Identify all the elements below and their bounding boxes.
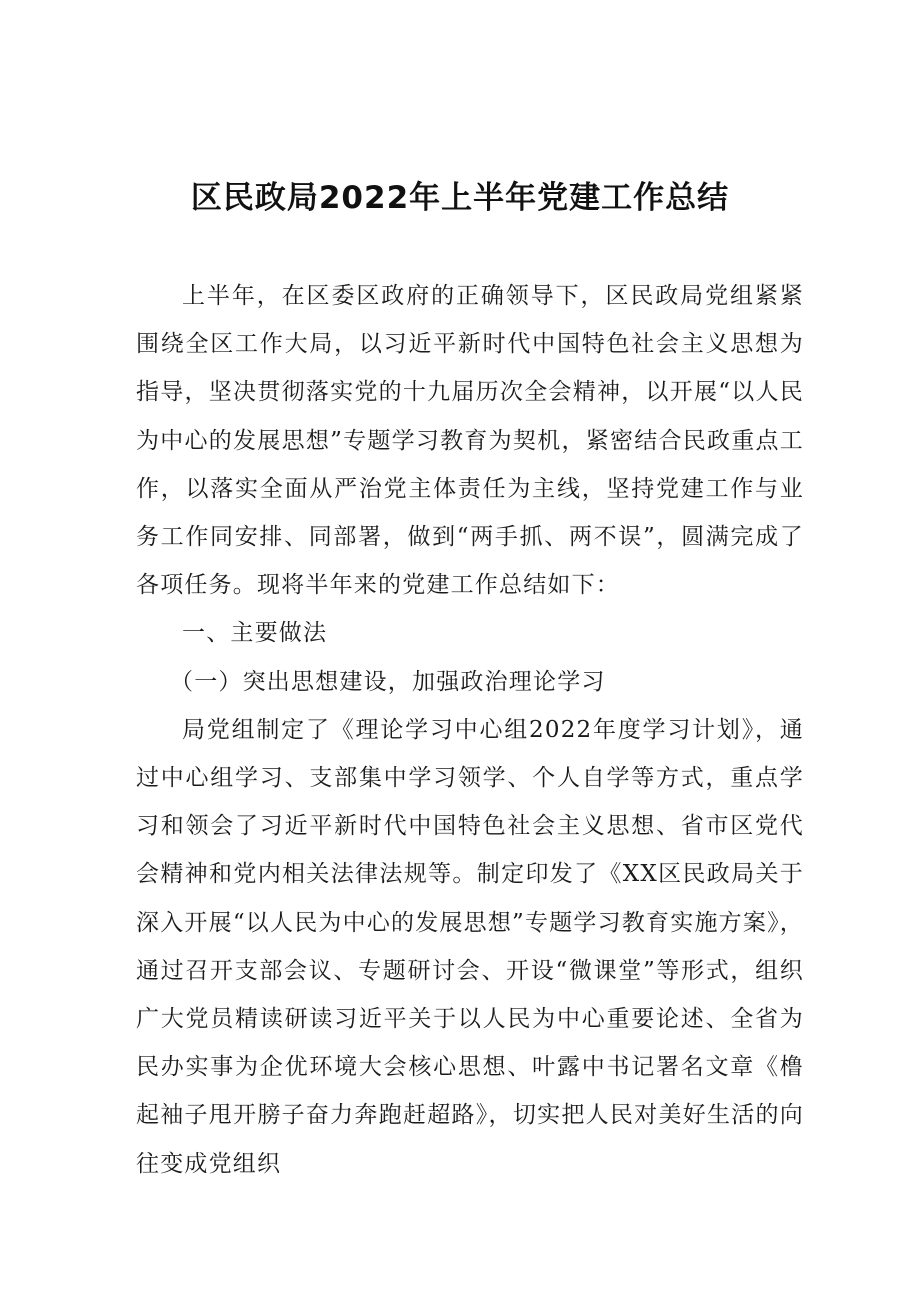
document-body: [136, 272, 804, 1188]
intro-paragraph: 上半年，在区委区政府的正确领导下，区民政局党组紧紧围绕全区工作大局，以习近平新时代中国特色社会主义思想为指导，坚决贯彻落实党的十九届历次全会精神，以开展“以人民为中心的发展思想”专题学习教育为契机，紧密结合民政重点工作，以落实全面从严治党主体责任为主线，坚持党建工作与业务工作同安排、同部署，做到“两手抓、两不误”，圆满完成了各项任务。现将半年来的党建工作总结如下：: [136, 283, 804, 599]
section-heading: 一、主要做法: [182, 620, 328, 647]
subsection-heading: （一）突出思想建设，加强政治理论学习: [170, 668, 606, 695]
document-title: 区民政局2022年上半年党建工作总结: [190, 180, 730, 216]
subsection-paragraph: 局党组制定了《理论学习中心组2022年度学习计划》，通过中心组学习、支部集中学习领学、个人自学等方式，重点学习和领会了习近平新时代中国特色社会主义思想、省市区党代会精神和党内相关法律法规等。制定印发了《XX区民政局关于深入开展“以人民为中心的发展思想”专题学习教育实施方案》，通过召开支部会议、专题研讨会、开设“微课堂”等形式，组织广大党员精读研读习近平关于以人民为中心重要论述、全省为民办实事为企优环境大会核心思想、叶露中书记署名文章《橹起袖子甩开膀子奋力奔跑赶超路》，切实把人民对美好生活的向往变成党组织: [136, 716, 804, 1177]
